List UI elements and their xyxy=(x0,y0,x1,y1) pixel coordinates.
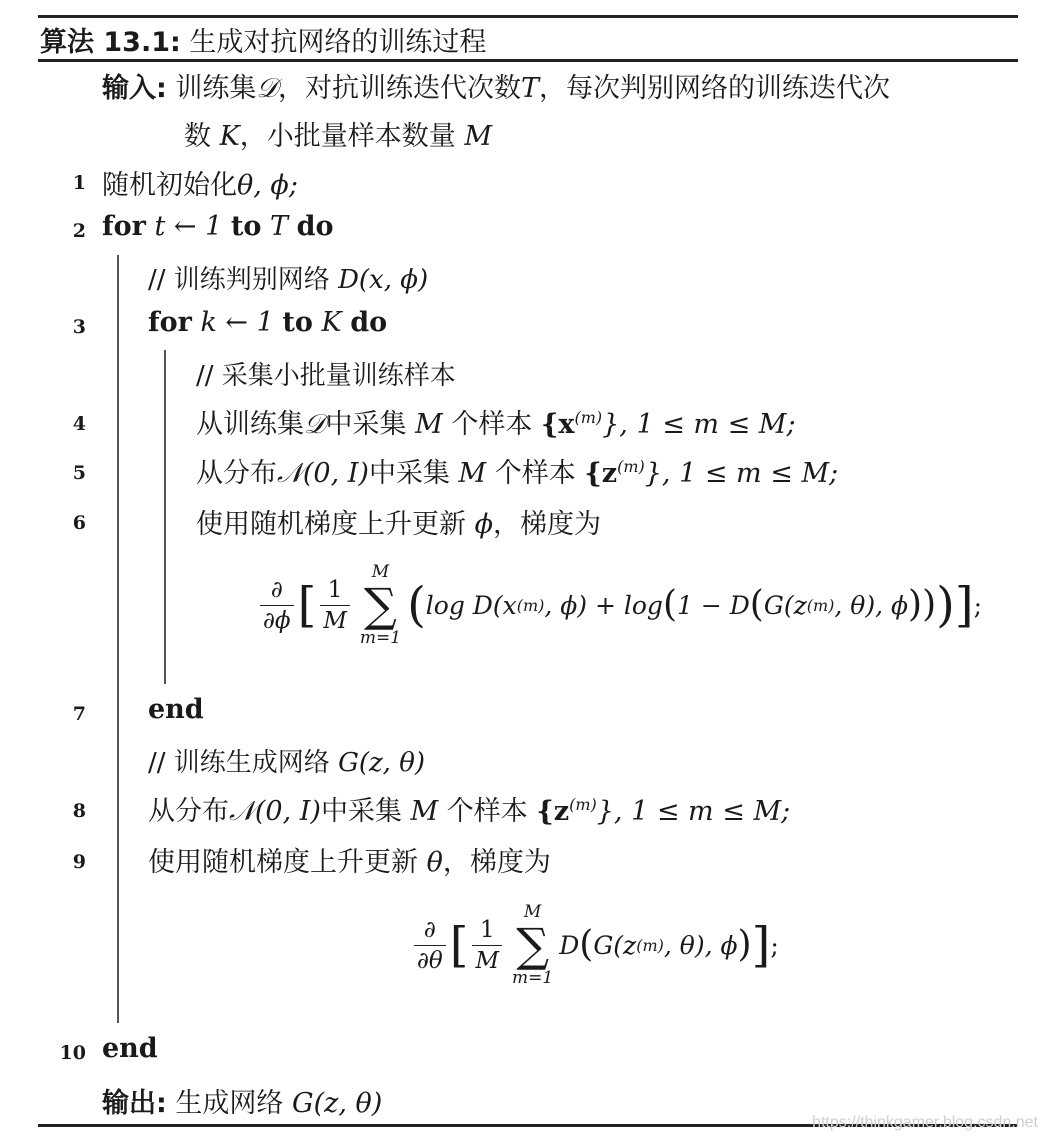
math-expr: G(z, θ) xyxy=(292,1088,383,1119)
comment-text: // 采集小批量训练样本 xyxy=(196,361,456,391)
keyword-for: for xyxy=(148,307,192,338)
input-text: ，小批量样本数量 xyxy=(239,121,456,152)
paren: ) xyxy=(737,924,752,965)
math-expr: K xyxy=(321,307,342,338)
keyword-do: do xyxy=(296,211,334,242)
frac-num: 1 xyxy=(479,916,495,943)
math-superscript: (m) xyxy=(617,457,645,476)
input-text: ，每次判别网络的训练迭代次 xyxy=(538,73,890,104)
sum-lower: m=1 xyxy=(359,628,402,648)
line-number: 3 xyxy=(72,316,86,338)
formula-term: 1 − D xyxy=(677,590,750,620)
math-expr: D(x, ϕ) xyxy=(338,265,429,295)
math-symbol: M xyxy=(458,458,487,489)
left-paren: ( xyxy=(407,577,426,633)
paren: ( xyxy=(579,924,594,965)
math-symbol: θ xyxy=(426,847,443,878)
left-bracket: [ xyxy=(297,577,317,633)
formula-term: G(z xyxy=(593,930,637,960)
for-t-block-bar xyxy=(117,255,119,1023)
statement-text: 从分布 xyxy=(196,458,277,489)
math-symbol: 𝒩(0, I) xyxy=(229,796,321,827)
line-10: end xyxy=(102,1033,158,1064)
partial-derivative xyxy=(260,577,294,634)
keyword-to: to xyxy=(282,307,313,338)
formula-term: G(z xyxy=(763,590,807,620)
math-symbol: T xyxy=(520,73,539,104)
formula-tail: ; xyxy=(770,930,779,960)
math-symbol: 𝒟 xyxy=(304,409,326,440)
math-superscript: (m) xyxy=(636,935,664,955)
sum-upper: M xyxy=(523,902,542,922)
one-over-M xyxy=(472,917,502,974)
paren: ) xyxy=(908,584,923,625)
input-line-2 xyxy=(184,114,492,153)
math-expr: θ, ϕ; xyxy=(237,170,298,201)
statement-text: 中采集 xyxy=(325,409,407,440)
math-symbol: 𝒟 xyxy=(256,73,278,104)
math-symbol: 𝒩(0, I) xyxy=(277,458,369,489)
math-superscript: (m) xyxy=(569,795,597,814)
paren: ( xyxy=(662,584,677,625)
partial-den: ∂θ xyxy=(414,945,446,974)
math-expr: }, 1 ≤ m ≤ M; xyxy=(596,796,791,827)
sigma-symbol: ∑ xyxy=(364,578,397,632)
statement-text: 个样本 xyxy=(494,458,576,489)
statement-text: 使用随机梯度上升更新 xyxy=(196,509,466,540)
comment-train-generator xyxy=(148,742,425,779)
discriminator-gradient-formula xyxy=(256,562,982,648)
formula-term: , θ), ϕ xyxy=(834,590,909,620)
math-expr: t ← 1 xyxy=(154,211,223,242)
line-6 xyxy=(196,502,601,541)
partial-num: ∂ xyxy=(423,916,436,943)
statement-text: 个样本 xyxy=(446,796,528,827)
statement-text: 随机初始化 xyxy=(102,170,237,201)
algorithm-title xyxy=(40,20,486,59)
math-expr: {z xyxy=(584,458,618,489)
formula-term: , ϕ) + log xyxy=(544,590,663,620)
keyword-to: to xyxy=(230,211,262,242)
line-number: 2 xyxy=(72,220,86,242)
statement-text: ，梯度为 xyxy=(442,847,551,878)
math-symbol: M xyxy=(415,409,443,440)
math-superscript: (m) xyxy=(806,595,835,615)
paren: ) xyxy=(922,584,937,625)
keyword-do: do xyxy=(350,307,388,338)
frac-num: 1 xyxy=(327,576,343,603)
line-number: 8 xyxy=(72,800,86,822)
line-3 xyxy=(148,307,387,338)
statement-text: 个样本 xyxy=(451,409,533,440)
math-expr: G(z, θ) xyxy=(338,748,425,778)
output-text: 生成网络 xyxy=(175,1088,284,1119)
statement-text: 从训练集 xyxy=(196,409,304,440)
right-paren: ) xyxy=(936,577,955,633)
keyword-for: for xyxy=(102,211,146,242)
frac-den: M xyxy=(320,605,350,634)
line-number: 10 xyxy=(59,1042,86,1064)
math-symbol: M xyxy=(464,121,493,152)
input-text: 训练集 xyxy=(175,73,257,104)
comment-text: // 训练生成网络 xyxy=(148,748,330,778)
math-expr: T xyxy=(269,211,288,242)
statement-text: ，梯度为 xyxy=(493,509,601,540)
sigma-symbol: ∑ xyxy=(516,918,550,972)
line-1 xyxy=(102,163,298,202)
sum-lower: m=1 xyxy=(512,968,554,988)
statement-text: 中采集 xyxy=(320,796,402,827)
partial-num: ∂ xyxy=(270,576,283,603)
math-symbol: K xyxy=(219,121,240,152)
comment-sample-minibatch xyxy=(196,355,456,392)
statement-text: 中采集 xyxy=(368,458,450,489)
algorithm-name: 生成对抗网络的训练过程 xyxy=(189,27,487,58)
line-number: 4 xyxy=(72,413,86,435)
frac-den: M xyxy=(472,945,502,974)
comment-text: // 训练判别网络 xyxy=(148,265,330,295)
math-expr: k ← 1 xyxy=(200,307,274,338)
line-9 xyxy=(148,840,551,879)
input-text: 数 xyxy=(184,121,211,152)
watermark: https://thinkgamer.blog.csdn.net xyxy=(812,1114,1038,1131)
formula-tail: ; xyxy=(973,590,983,620)
summation xyxy=(360,562,401,648)
input-line-1 xyxy=(102,66,890,105)
formula-term: D xyxy=(559,930,580,960)
statement-text: 使用随机梯度上升更新 xyxy=(148,847,418,878)
comment-train-discriminator xyxy=(148,259,428,296)
math-expr: {x xyxy=(540,409,575,440)
for-k-block-bar xyxy=(164,350,166,684)
formula-term: log D(x xyxy=(425,590,517,620)
math-symbol: M xyxy=(410,796,439,827)
formula-term: , θ), ϕ xyxy=(663,930,738,960)
statement-text: 从分布 xyxy=(148,796,229,827)
right-bracket: ] xyxy=(954,577,974,633)
left-bracket: [ xyxy=(449,917,469,973)
math-superscript: (m) xyxy=(516,595,545,615)
summation xyxy=(512,902,553,988)
line-number: 1 xyxy=(72,172,86,194)
math-expr: {z xyxy=(536,796,570,827)
math-expr: }, 1 ≤ m ≤ M; xyxy=(644,458,839,489)
line-5 xyxy=(196,451,838,490)
paren: ( xyxy=(749,584,764,625)
line-number: 9 xyxy=(72,851,86,873)
input-label: 输入: xyxy=(102,73,167,104)
math-superscript: (m) xyxy=(574,408,603,427)
input-text: ，对抗训练迭代次数 xyxy=(277,73,521,104)
line-2 xyxy=(102,211,333,242)
line-number: 7 xyxy=(72,703,86,725)
one-over-M xyxy=(320,577,350,634)
math-expr: }, 1 ≤ m ≤ M; xyxy=(602,409,796,440)
line-4 xyxy=(196,402,796,441)
generator-gradient-formula xyxy=(410,902,779,988)
partial-den: ∂ϕ xyxy=(260,605,294,634)
line-number: 6 xyxy=(72,512,86,534)
title-rule xyxy=(38,59,1018,62)
line-7: end xyxy=(148,694,204,725)
output-label: 输出: xyxy=(102,1088,167,1119)
math-symbol: ϕ xyxy=(474,509,493,540)
top-rule xyxy=(38,15,1018,18)
output-line xyxy=(102,1081,382,1120)
line-8 xyxy=(148,789,790,828)
right-bracket: ] xyxy=(751,917,771,973)
sum-upper: M xyxy=(371,562,390,582)
algorithm-label: 算法 13.1: xyxy=(40,27,181,58)
line-number: 5 xyxy=(72,462,86,484)
partial-derivative xyxy=(414,917,446,974)
